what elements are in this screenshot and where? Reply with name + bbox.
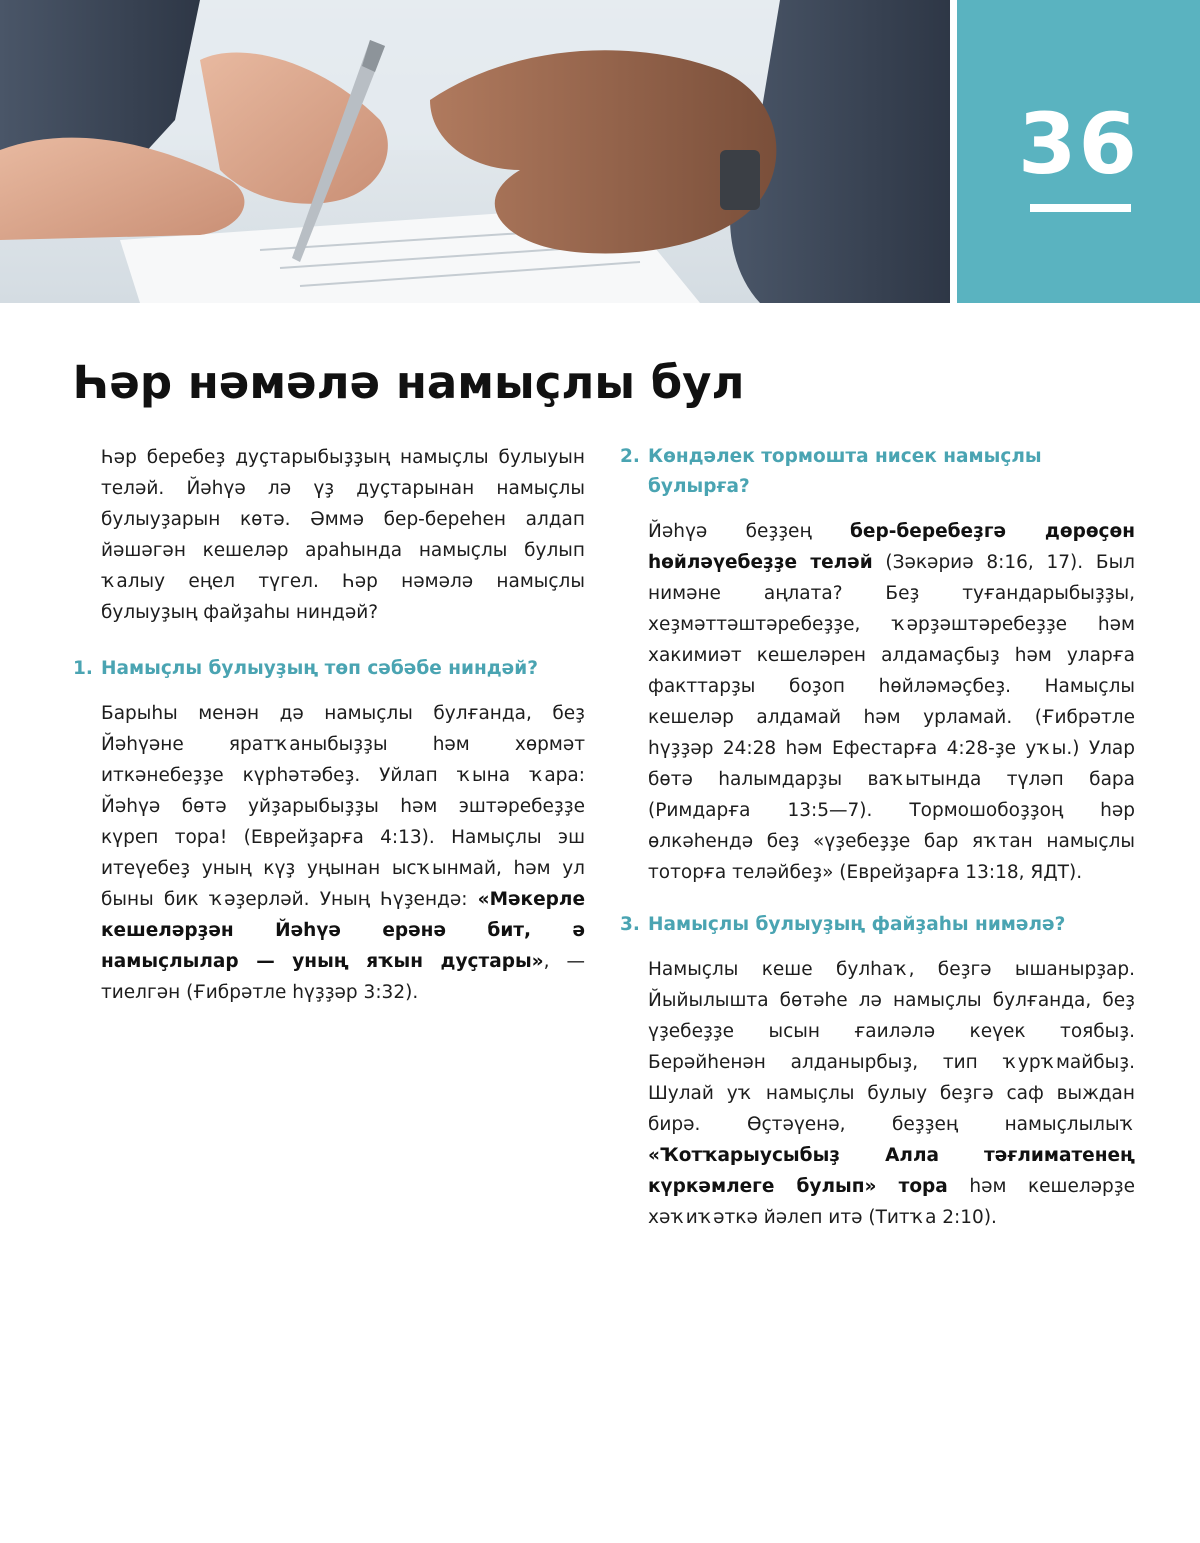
question-1-number: 1. <box>73 658 93 679</box>
left-column <box>73 442 585 1008</box>
answer-3-part: һәм кешеләрҙе хәҡиҡәткә йәлеп итә (Титҡа 2:10). <box>648 1176 1135 1228</box>
answer-2-part: (Зәкәриә 8:16, 17). Был нимәне аңлата? Беҙ туғандарыбыҙҙы, хеҙмәттәштәребеҙҙе, ҡәрҙәштәребеҙҙе һәм хакимиәт кешеләрен алдамаҫбыҙ һәм уларға факттарҙы боҙоп һөйләмәҫбеҙ. Намыҫлы кешеләр алдамай һәм урламай. (Ғибрәтле һүҙҙәр 24:28 һәм Ефестарға 4:28-ҙе уҡы.) Улар бөтә һалымдарҙы ваҡытында түләп бара (Римдарға 13:5—7). Тормошобоҙҙоң һәр өлкәһендә беҙ «үҙебеҙҙе бар яҡтан намыҫлы тоторға теләйбеҙ» (Еврейҙарға 13:18, ЯДТ). <box>648 552 1135 883</box>
answer-3-bold: «Ҡотҡарыусыбыҙ Алла тәғлиматенең күркәмлеге булып» тора <box>648 1145 1135 1197</box>
answer-3-part: Намыҫлы кеше булһаҡ, беҙгә ышанырҙар. Йыйылышта бөтәһе лә намыҫлы булғанда, беҙ үҙебеҙҙе ысын ғаиләлә кеүек тоябыҙ. Берәйһенән алданырбыҙ, тип ҡурҡмайбыҙ. Шулай уҡ намыҫлы булыу беҙгә саф выждан бирә. Өҫтәүенә, беҙҙең намыҫлылыҡ <box>648 959 1135 1135</box>
answer-2-part: Йәһүә беҙҙең <box>648 521 850 542</box>
question-3-text: Намыҫлы булыуҙың файҙаһы нимәлә? <box>648 914 1066 935</box>
question-2-number: 2. <box>620 446 640 467</box>
intro-paragraph: Һәр беребеҙ дуҫтарыбыҙҙың намыҫлы булыуын теләй. Йәһүә лә үҙ дуҫтарынан намыҫлы булыуҙарын көтә. Әммә бер-береһен алдап йәшәгән кешеләр араһында намыҫлы булып ҡалыу еңел түгел. Һәр нәмәлә намыҫлы булыуҙың файҙаһы ниндәй? <box>101 447 585 623</box>
answer-1-part: Барыһы менән дә намыҫлы булғанда, беҙ Йәһүәне яратҡаныбыҙҙы һәм хөрмәт иткәнебеҙҙе күрһәтәбеҙ. Уйлап ҡына ҡара: Йәһүә бөтә уйҙарыбыҙҙы һәм эштәребеҙҙе күреп тора! (Еврейҙарға 4:13). Намыҫлы эш итеүебеҙ уның күҙ уңынан ысҡынмай, һәм ул быны бик ҡәҙерләй. Уның Һүҙендә: <box>101 703 585 910</box>
question-2-heading <box>620 442 1135 502</box>
handshake-contract-photo-icon <box>0 0 950 303</box>
header-photo <box>0 0 950 303</box>
answer-2-paragraph <box>620 516 1135 888</box>
question-1-text: Намыҫлы булыуҙың төп сәбәбе ниндәй? <box>101 658 538 679</box>
answer-2-bold: бер-беребеҙгә дөрөҫөн һөйләүебеҙҙе теләй <box>648 521 1135 573</box>
answer-1-part: , — тиелгән (Ғибрәтле һүҙҙәр 3:32). <box>101 951 585 1003</box>
question-1-heading <box>73 654 585 684</box>
lesson-badge <box>957 0 1200 303</box>
question-2-text: Көндәлек тормошта нисек намыҫлы булырға? <box>648 446 1042 497</box>
lesson-number: 36 <box>1018 95 1139 193</box>
question-3-heading <box>620 910 1135 940</box>
lesson-number-underline <box>1030 204 1131 212</box>
right-column <box>620 442 1135 1233</box>
answer-3-paragraph <box>620 954 1135 1233</box>
question-3-number: 3. <box>620 914 640 935</box>
answer-1-bold: «Мәкерле кешеләрҙән Йәһүә ерәнә бит, ә намыҫлылар — уның яҡын дуҫтары» <box>101 889 585 972</box>
answer-1-paragraph <box>73 698 585 1008</box>
page-title: Һәр нәмәлә намыҫлы бул <box>73 356 745 409</box>
